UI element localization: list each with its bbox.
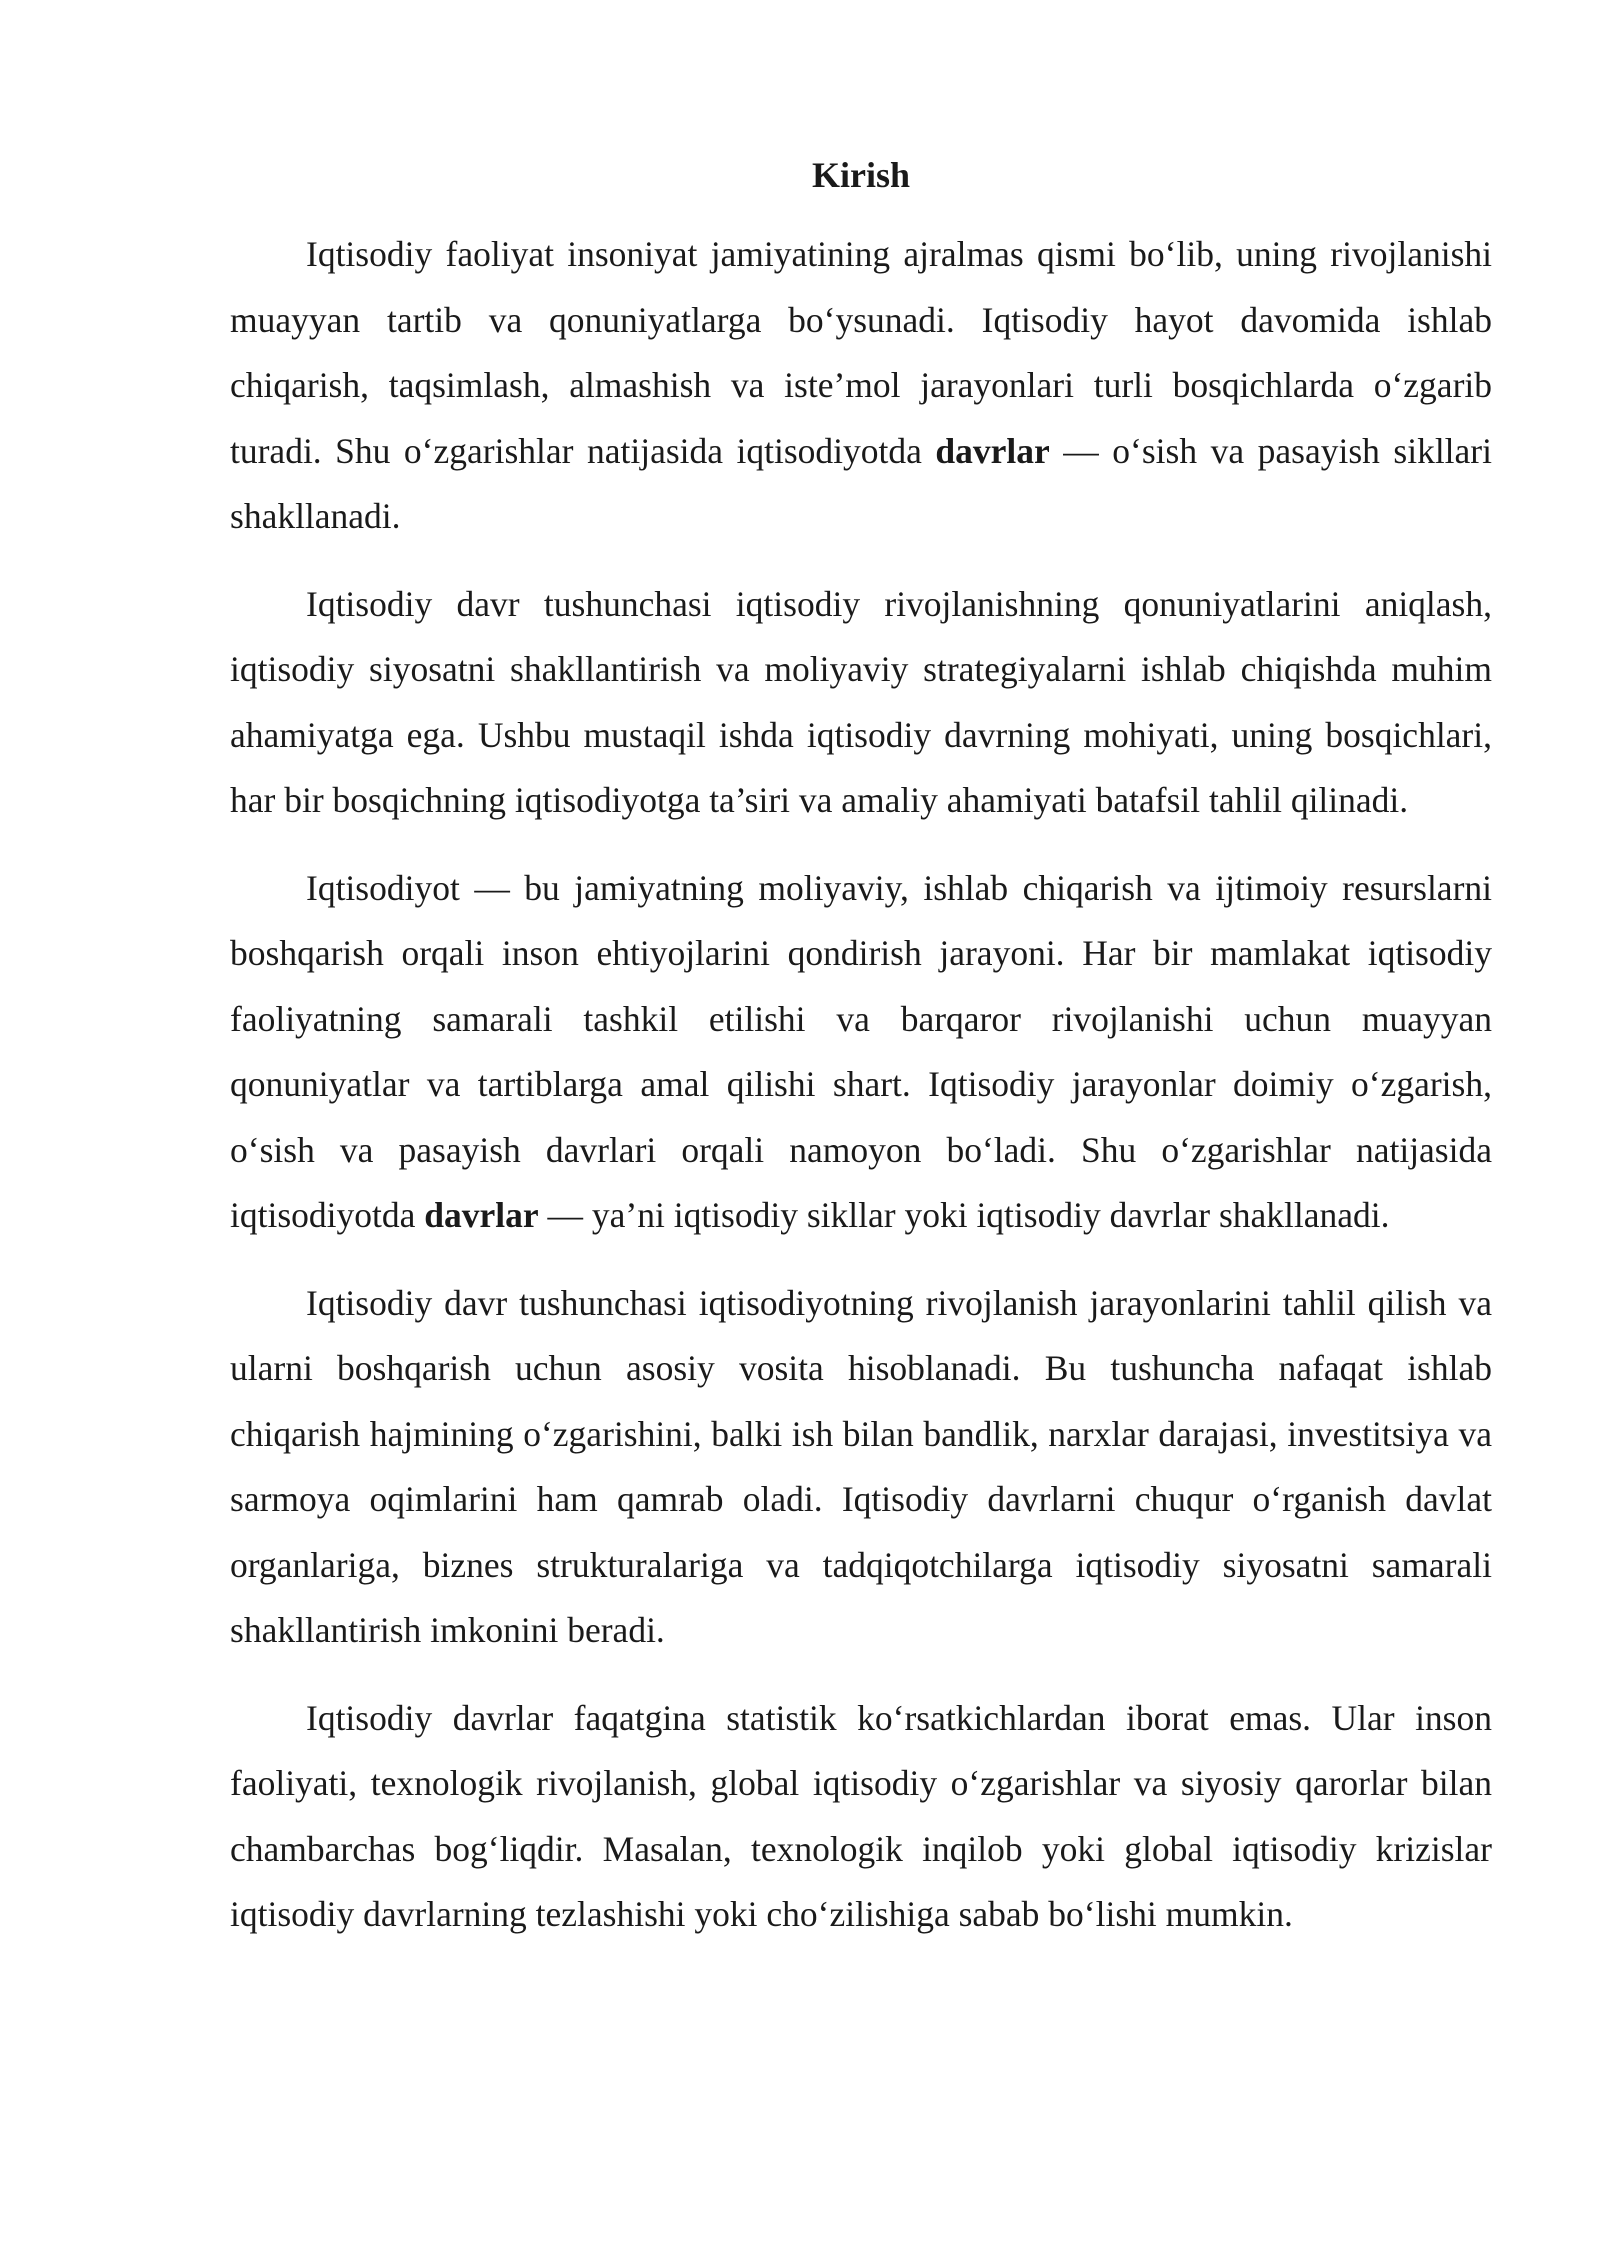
paragraph-5: [230, 1686, 1492, 1948]
paragraph-text: Iqtisodiyot — bu jamiyatning moliyaviy, ishlab chiqarish va ijtimoiy resurslarni boshqarish orqali inson ehtiyojlarini qondirish jarayoni. Har bir mamlakat iqtisodiy faoliyatning samarali tashkil etilishi va barqaror rivojlanishi uchun muayyan qonuniyatlar va tartiblarga amal qilishi shart. Iqtisodiy jarayonlar doimiy o‘zgarish, o‘sish va pasayish davrlari orqali namoyon bo‘ladi. Shu o‘zgarishlar natijasida iqtisodiyotda: [230, 867, 1492, 1235]
paragraph-text: — ya’ni iqtisodiy sikllar yoki iqtisodiy davrlar shakllanadi.: [538, 1195, 1390, 1235]
paragraph-1: [230, 222, 1492, 550]
paragraph-text: — o‘sish va pasayish sikllari shakllanadi.: [230, 430, 1492, 536]
bold-term: davrlar: [935, 430, 1050, 471]
document-page: [230, 150, 1492, 1970]
paragraph-text: Iqtisodiy davr tushunchasi iqtisodiyotning rivojlanish jarayonlarini tahlil qilish va ularni boshqarish uchun asosiy vosita hisoblanadi. Bu tushuncha nafaqat ishlab chiqarish hajmining o‘zgarishini, balki ish bilan bandlik, narxlar darajasi, investitsiya va sarmoya oqimlarini ham qamrab oladi. Iqtisodiy davrlarni chuqur o‘rganish davlat organlariga, biznes strukturalariga va tadqiqotchilarga iqtisodiy siyosatni samarali shakllantirish imkonini beradi.: [230, 1282, 1492, 1650]
paragraph-text: Iqtisodiy davr tushunchasi iqtisodiy rivojlanishning qonuniyatlarini aniqlash, iqtisodiy siyosatni shakllantirish va moliyaviy strategiyalarni ishlab chiqishda muhim ahamiyatga ega. Ushbu mustaqil ishda iqtisodiy davrning mohiyati, uning bosqichlari, har bir bosqichning iqtisodiyotga ta’siri va amaliy ahamiyati batafsil tahlil qilinadi.: [230, 583, 1492, 820]
paragraph-3: [230, 856, 1492, 1249]
paragraph-4: [230, 1271, 1492, 1664]
paragraph-text: Iqtisodiy davrlar faqatgina statistik ko‘rsatkichlardan iborat emas. Ular inson faoliyati, texnologik rivojlanish, global iqtisodiy o‘zgarishlar va siyosiy qarorlar bilan chambarchas bog‘liqdir. Masalan, texnologik inqilob yoki global iqtisodiy krizislar iqtisodiy davrlarning tezlashishi yoki cho‘zilishiga sabab bo‘lishi mumkin.: [230, 1697, 1492, 1934]
paragraph-text: Iqtisodiy faoliyat insoniyat jamiyatining ajralmas qismi bo‘lib, uning rivojlanishi muayyan tartib va qonuniyatlarga bo‘ysunadi. Iqtisodiy hayot davomida ishlab chiqarish, taqsimlash, almashish va iste’mol jarayonlari turli bosqichlarda o‘zgarib turadi. Shu o‘zgarishlar natijasida iqtisodiyotda: [230, 234, 1492, 471]
document-title: Kirish: [811, 155, 910, 195]
paragraph-2: [230, 572, 1492, 834]
bold-term: davrlar: [424, 1195, 539, 1235]
